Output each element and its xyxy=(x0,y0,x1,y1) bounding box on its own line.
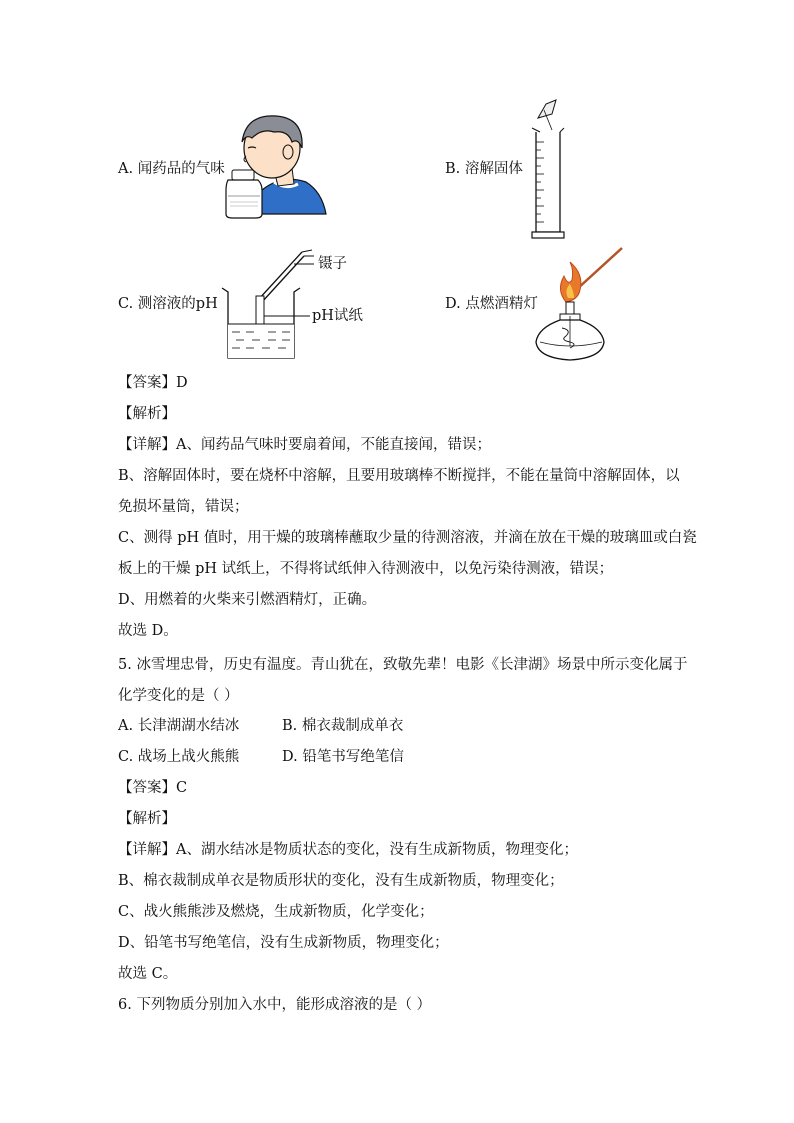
q5-option-c: C. 战场上战火熊熊 xyxy=(118,749,240,765)
alcohol-lamp-illustration xyxy=(532,242,628,364)
q4-conclusion: 故选 D。 xyxy=(118,623,178,639)
q6-stem: 6. 下列物质分别加入水中，能形成溶液的是（ ） xyxy=(118,997,432,1013)
q4-detail-line: 板上的干燥 pH 试纸上，不得将试纸伸入待测液中，以免污染待测液，错误； xyxy=(118,561,614,577)
q5-option-b: B. 棉衣裁制成单衣 xyxy=(282,718,404,734)
q5-stem: 化学变化的是（ ） xyxy=(118,688,239,704)
q5-stem: 5. 冰雪埋忠骨，历史有温度。青山犹在，致敬先辈！电影《长津湖》场景中所示变化属于 xyxy=(118,657,688,673)
q4-detail-line: 免损坏量筒，错误； xyxy=(118,499,249,515)
smell-chemical-illustration xyxy=(222,108,332,220)
option-c-label: C. 测溶液的pH xyxy=(118,296,218,312)
q5-option-d: D. 铅笔书写绝笔信 xyxy=(282,749,404,765)
graduated-cylinder-illustration xyxy=(530,100,570,240)
q4-detail-line: 【详解】A、闻药品气味时要扇着闻，不能直接闻，错误； xyxy=(118,437,491,453)
q4-detail-line: C、测得 pH 值时，用干燥的玻璃棒蘸取少量的待测溶液，并滴在放在干燥的玻璃皿或白瓷 xyxy=(118,530,697,546)
q4-answer: 【答案】D xyxy=(118,375,188,391)
ph-paper-label: pH试纸 xyxy=(312,308,363,324)
q5-analysis-heading: 【解析】 xyxy=(118,811,176,827)
q4-detail-line: D、用燃着的火柴来引燃酒精灯，正确。 xyxy=(118,592,377,608)
q5-option-a: A. 长津湖湖水结冰 xyxy=(118,718,240,734)
q5-detail-line: D、铅笔书写绝笔信，没有生成新物质，物理变化； xyxy=(118,935,449,951)
q5-answer: 【答案】C xyxy=(118,780,188,796)
option-d-label: D. 点燃酒精灯 xyxy=(445,296,538,312)
q5-detail-line: C、战火熊熊涉及燃烧，生成新物质，化学变化； xyxy=(118,904,434,920)
q4-analysis-heading: 【解析】 xyxy=(118,406,176,422)
q5-detail-line: B、棉衣裁制成单衣是物质形状的变化，没有生成新物质，物理变化； xyxy=(118,873,564,889)
option-a-label: A. 闻药品的气味 xyxy=(118,161,225,177)
option-b-label: B. 溶解固体 xyxy=(445,161,523,177)
q5-detail-line: 【详解】A、湖水结冰是物质状态的变化，没有生成新物质，物理变化； xyxy=(118,842,578,858)
q5-conclusion: 故选 C。 xyxy=(118,966,178,982)
q4-detail-line: B、溶解固体时，要在烧杯中溶解，且要用玻璃棒不断搅拌，不能在量筒中溶解固体，以 xyxy=(118,468,680,484)
tweezers-label: 镊子 xyxy=(318,256,347,272)
beaker-ph-illustration xyxy=(218,248,318,364)
